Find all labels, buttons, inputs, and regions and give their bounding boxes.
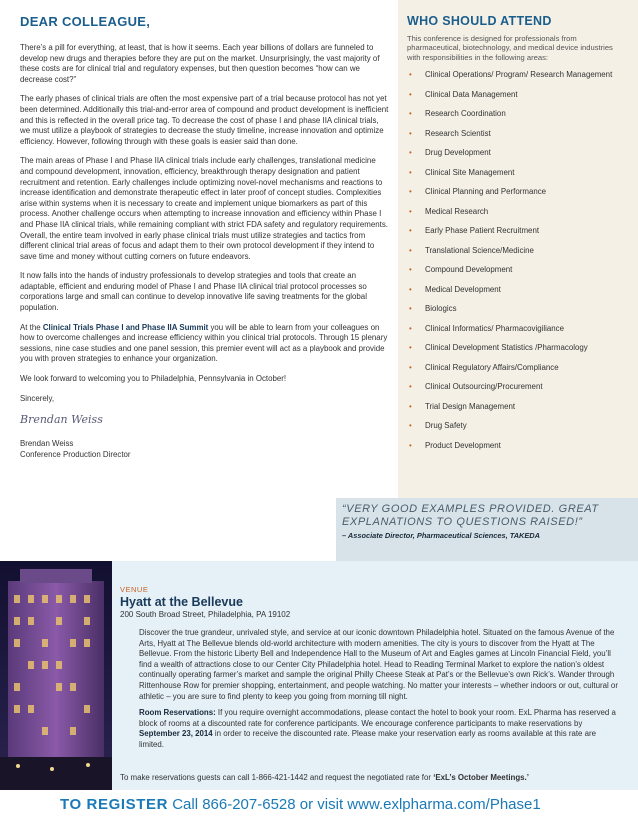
list-item: • Compound Development bbox=[407, 265, 624, 276]
attend-list bbox=[407, 70, 624, 451]
testimonial-source: – Associate Director, Pharmaceutical Sciences, TAKEDA bbox=[342, 531, 540, 540]
letter-paragraph-6: We look forward to welcoming you to Philadelphia, Pennsylvania in October! bbox=[20, 374, 287, 384]
list-item: • Trial Design Management bbox=[407, 402, 624, 413]
list-item: • Biologics bbox=[407, 304, 624, 315]
letter-paragraph-4: It now falls into the hands of industry professionals to develop strategies and tools that create an adaptable, efficient and enduring model of Phase I and Phase IIA clinical trial protocol processes so corporations large and small can continue to develop innovative life saving treatments for the global population. bbox=[20, 271, 367, 313]
list-item: • Clinical Outsourcing/Procurement bbox=[407, 382, 624, 393]
letter-closing: Sincerely, bbox=[20, 393, 55, 403]
letter-section bbox=[20, 14, 390, 460]
venue-description: Discover the true grandeur, unrivaled style, and service at our iconic downtown Philadelphia hotel. Situated on the famous Avenue of the Arts, Hyatt at The Bellevue blends old-world architecture with modern amenities. The city is yours to discover from the Hyatt at The Bellevue. From the historic Liberty Bell and Independence Hall to the Museum of Art and Eagles games at Lincoln Financial Field, you’ll find a wealth of attractions close to our Center City Philadelphia hotel. Head to Reading Terminal Market to explore the nation’s oldest continually operating farmer’s market and sample the original Philly Cheese Steak at Pat’s or the Bellevue’s own Rick’s. Wander through Rittenhouse Row for premier shopping, entertainment, and people watching. No matter your interests – whether indoors or out, cultural or athletic – you are sure to find plenty to keep you going from morning till night. bbox=[139, 628, 618, 701]
letter-paragraph-5: At the Clinical Trials Phase I and Phase IIA Summit you will be able to learn from your colleagues on how to overcome challenges and increase efficiency within you clinical trial protocols. Through 15 plenary sessions, nine case studies and one panel session, this premier event will act as a playbook and provide you with proven strategies to enhance your organization. bbox=[20, 322, 388, 364]
venue-body bbox=[139, 628, 619, 757]
letter-heading: DEAR COLLEAGUE, bbox=[20, 14, 151, 29]
venue-name: Hyatt at the Bellevue bbox=[120, 595, 243, 609]
attend-heading: WHO SHOULD ATTEND bbox=[407, 14, 552, 28]
list-item: • Medical Development bbox=[407, 285, 624, 296]
list-item: • Clinical Operations/ Program/ Research Management bbox=[407, 70, 624, 81]
who-should-attend-panel bbox=[398, 0, 638, 505]
signer-title: Conference Production Director bbox=[20, 449, 131, 459]
list-item: • Clinical Data Management bbox=[407, 90, 624, 101]
list-item: • Product Development bbox=[407, 441, 624, 452]
register-link[interactable]: Call 866-207-6528 or visit www.exlpharma.com/Phase1 bbox=[172, 796, 541, 813]
list-item: • Drug Safety bbox=[407, 421, 624, 432]
list-item: • Research Coordination bbox=[407, 109, 624, 120]
testimonial bbox=[342, 503, 634, 540]
list-item: • Clinical Planning and Performance bbox=[407, 187, 624, 198]
list-item: • Early Phase Patient Recruitment bbox=[407, 226, 624, 237]
attend-intro: This conference is designed for professionals from pharmaceutical, biotechnology, and medical device industries with responsibilities in the following areas: bbox=[407, 34, 613, 62]
list-item: • Clinical Development Statistics /Pharmacology bbox=[407, 343, 624, 354]
reservation-phone-note: To make reservations guests can call 1-866-421-1442 and request the negotiated rate for ‘ExL’s October Meetings.’ bbox=[120, 773, 529, 782]
summit-name: Clinical Trials Phase I and Phase IIA Summit bbox=[42, 322, 209, 332]
list-item: • Clinical Site Management bbox=[407, 168, 624, 179]
list-item: • Drug Development bbox=[407, 148, 624, 159]
venue-header bbox=[120, 585, 290, 619]
testimonial-text: “VERY GOOD EXAMPLES PROVIDED. GREAT EXPLANATIONS TO QUESTIONS RAISED!” bbox=[342, 503, 599, 528]
letter-paragraph-1: There’s a pill for everything, at least, that is how it seems. Each year billions of dollars are funneled to develop new drugs and therapies before they are put on the market. Unsurprisingly, the vast majority of these costs are for clinical trial and regulatory expenses, but then question becomes “how can we decrease cost?” bbox=[20, 43, 380, 84]
venue-address: 200 South Broad Street, Philadelphia, PA 19102 bbox=[120, 610, 291, 619]
signature: Brendan Weiss bbox=[20, 413, 103, 427]
list-item: • Translational Science/Medicine bbox=[407, 246, 624, 257]
hotel-building-image bbox=[0, 561, 112, 790]
list-item: • Clinical Informatics/ Pharmacovigiliance bbox=[407, 324, 624, 335]
list-item: • Clinical Regulatory Affairs/Compliance bbox=[407, 363, 624, 374]
letter-paragraph-3: The main areas of Phase I and Phase IIA clinical trials include early challenges, translational medicine and compound development, innovation, efficiency, breakthrough therapy designation and patient recruitment and retention. Early challenges include optimizing novel-novel mechanisms and reactions to increase identification and demonstrate therapeutic effect in later proof of concept studies. Complexities arise within systems when it is necessary to create and implement unique biomarkers as part of this process. Another challenge occurs when attempting to increase innovation and efficiency within Phase I and Phase IIA clinical trials, while remaining compliant with strict FDA safety and regulatory requirements. Overall, the entire team involved in early phase clinical trials must utilize strategies and tactics from different clinical trial areas of focus and adapt them to their own protocol development if they intend to save time and money without cutting corners on future endeavors. bbox=[20, 156, 388, 261]
venue-label: VENUE bbox=[120, 585, 149, 594]
list-item: • Medical Research bbox=[407, 207, 624, 218]
hotel-photo bbox=[0, 561, 112, 790]
venue-section bbox=[0, 561, 638, 790]
register-label: TO REGISTER bbox=[60, 796, 169, 813]
list-item: • Research Scientist bbox=[407, 129, 624, 140]
register-footer bbox=[0, 790, 638, 826]
letter-paragraph-2: The early phases of clinical trials are often the most expensive part of a trial because protocol has not yet been determined. Additionally this trial-and-error area of compound and product development is inefficient and this is reflected in the overall price tag. To decrease the cost of phase I and phase IIA clinical trials, we must utilize a playbook of strategies to decrease the study timeline, increase innovation and optimize efficiency. However, following through with these goals is easier said than done. bbox=[20, 94, 389, 146]
signer-name: Brendan Weiss bbox=[20, 439, 74, 449]
room-reservations: Room Reservations: If you require overnight accommodations, please contact the hotel to book your room. ExL Pharma has reserved a block of rooms at a discounted rate for conference participants. We encourage conference participants to make reservations by September 23, 2014 in order to receive the discounted rate. Please make your reservation early as rooms available at this rate are limited. bbox=[139, 708, 616, 749]
